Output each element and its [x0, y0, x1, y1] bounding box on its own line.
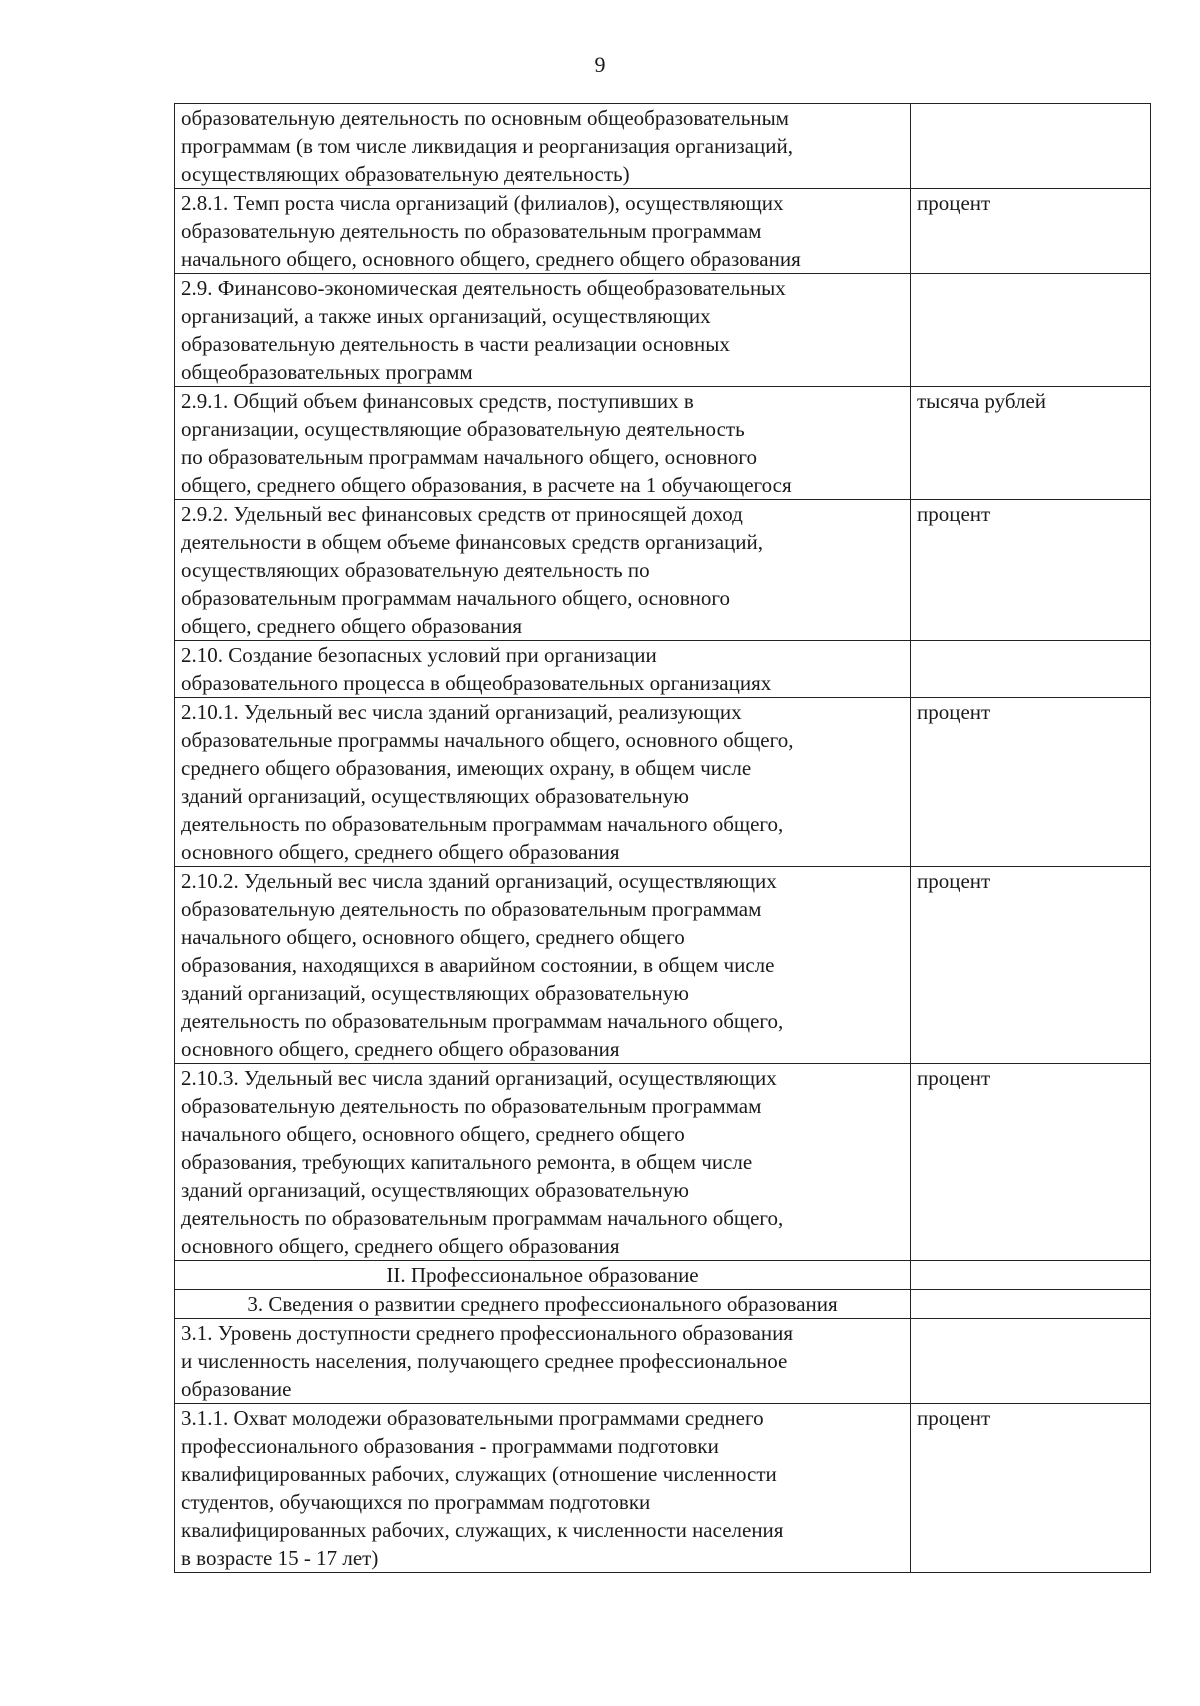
unit-label: процент [917, 502, 991, 526]
indicator-line: общеобразовательных программ [181, 360, 473, 384]
indicator-line: образовательную деятельность по образовательным программам [181, 219, 762, 243]
table-row [175, 500, 1151, 641]
table-row [175, 867, 1151, 1064]
indicator-cell [175, 387, 911, 500]
indicator-line: начального общего, основного общего, среднего общего образования [181, 247, 801, 271]
unit-cell [911, 698, 1151, 867]
indicator-cell [175, 1319, 911, 1404]
unit-cell [911, 867, 1151, 1064]
unit-label: процент [917, 1066, 991, 1090]
indicator-line: 2.9. Финансово-экономическая деятельность общеобразовательных [181, 276, 786, 300]
indicator-line: зданий организаций, осуществляющих образовательную [181, 784, 689, 808]
indicator-cell [175, 698, 911, 867]
indicator-line: образования, требующих капитального ремонта, в общем числе [181, 1150, 753, 1174]
indicators-table [174, 103, 1151, 1573]
indicator-cell [175, 500, 911, 641]
indicator-line: образовательную деятельность в части реализации основных [181, 332, 730, 356]
indicator-line: 2.8.1. Темп роста числа организаций (филиалов), осуществляющих [181, 191, 784, 215]
indicator-line: образовательным программам начального общего, основного [181, 586, 731, 610]
table-row [175, 1290, 1151, 1319]
indicator-line: 2.9.1. Общий объем финансовых средств, поступивших в [181, 389, 694, 413]
table-row [175, 1404, 1151, 1573]
indicator-cell [175, 274, 911, 387]
indicator-cell [175, 641, 911, 698]
unit-cell [911, 641, 1151, 698]
table-row [175, 1319, 1151, 1404]
indicator-line: основного общего, среднего общего образования [181, 1037, 620, 1061]
indicator-line: общего, среднего общего образования, в расчете на 1 обучающегося [181, 473, 792, 497]
unit-cell [911, 274, 1151, 387]
table-row [175, 387, 1151, 500]
indicator-cell [175, 189, 911, 274]
indicator-line: деятельности в общем объеме финансовых средств организаций, [181, 530, 763, 554]
unit-cell [911, 1404, 1151, 1573]
indicator-line: осуществляющих образовательную деятельность) [181, 162, 630, 186]
table-row [175, 1064, 1151, 1261]
table-row [175, 1261, 1151, 1290]
indicator-cell [175, 104, 911, 189]
indicator-line: по образовательным программам начального общего, основного [181, 445, 758, 469]
indicator-cell [175, 1064, 911, 1261]
unit-cell [911, 387, 1151, 500]
indicator-cell [175, 1290, 911, 1319]
indicator-line: образовательного процесса в общеобразовательных организациях [181, 671, 772, 695]
indicator-line: общего, среднего общего образования [181, 614, 523, 638]
unit-cell [911, 500, 1151, 641]
unit-label: процент [917, 1406, 991, 1430]
indicator-line: 3.1.1. Охват молодежи образовательными программами среднего [181, 1406, 764, 1430]
unit-label: процент [917, 869, 991, 893]
indicator-line: зданий организаций, осуществляющих образовательную [181, 1178, 689, 1202]
indicator-line: начального общего, основного общего, среднего общего [181, 925, 685, 949]
indicator-line: 2.9.2. Удельный вес финансовых средств от приносящей доход [181, 502, 743, 526]
indicator-line: 3. Сведения о развитии среднего профессионального образования [247, 1292, 838, 1316]
table-body [175, 104, 1151, 1573]
unit-cell [911, 104, 1151, 189]
indicator-line: основного общего, среднего общего образования [181, 1234, 620, 1258]
indicator-line: основного общего, среднего общего образования [181, 840, 620, 864]
indicator-line: студентов, обучающихся по программам подготовки [181, 1490, 651, 1514]
unit-cell [911, 1319, 1151, 1404]
indicator-line: квалифицированных рабочих, служащих, к численности населения [181, 1518, 784, 1542]
indicator-line: 2.10. Создание безопасных условий при организации [181, 643, 657, 667]
table-row [175, 189, 1151, 274]
unit-cell [911, 1064, 1151, 1261]
indicator-cell [175, 867, 911, 1064]
indicator-line: зданий организаций, осуществляющих образовательную [181, 981, 689, 1005]
indicator-line: профессионального образования - программами подготовки [181, 1434, 719, 1458]
table-row [175, 274, 1151, 387]
indicator-line: образовательные программы начального общего, основного общего, [181, 728, 794, 752]
indicator-line: образовательную деятельность по образовательным программам [181, 897, 762, 921]
indicator-line: образование [181, 1377, 292, 1401]
indicator-line: организации, осуществляющие образовательную деятельность [181, 417, 745, 441]
unit-label: процент [917, 700, 991, 724]
table-row [175, 698, 1151, 867]
indicator-line: II. Профессиональное образование [386, 1263, 699, 1287]
unit-cell [911, 1290, 1151, 1319]
indicator-line: и численность населения, получающего среднее профессиональное [181, 1349, 788, 1373]
indicator-line: деятельность по образовательным программам начального общего, [181, 1206, 784, 1230]
page-number: 9 [594, 52, 606, 77]
table-row [175, 641, 1151, 698]
unit-label: тысяча рублей [917, 389, 1047, 413]
unit-label: процент [917, 191, 991, 215]
indicator-line: 2.10.1. Удельный вес числа зданий организаций, реализующих [181, 700, 742, 724]
indicator-line: образовательную деятельность по образовательным программам [181, 1094, 762, 1118]
indicator-cell [175, 1261, 911, 1290]
table-row [175, 104, 1151, 189]
indicator-line: деятельность по образовательным программам начального общего, [181, 1009, 784, 1033]
indicator-line: деятельность по образовательным программам начального общего, [181, 812, 784, 836]
indicator-line: квалифицированных рабочих, служащих (отношение численности [181, 1462, 777, 1486]
unit-cell [911, 1261, 1151, 1290]
indicator-line: 2.10.3. Удельный вес числа зданий организаций, осуществляющих [181, 1066, 777, 1090]
indicator-cell [175, 1404, 911, 1573]
indicator-line: 2.10.2. Удельный вес числа зданий организаций, осуществляющих [181, 869, 777, 893]
indicator-line: 3.1. Уровень доступности среднего профессионального образования [181, 1321, 794, 1345]
indicator-line: организаций, а также иных организаций, осуществляющих [181, 304, 711, 328]
unit-cell [911, 189, 1151, 274]
indicator-line: образования, находящихся в аварийном состоянии, в общем числе [181, 953, 775, 977]
indicator-line: начального общего, основного общего, среднего общего [181, 1122, 685, 1146]
indicator-line: программам (в том числе ликвидация и реорганизация организаций, [181, 134, 794, 158]
indicator-line: в возрасте 15 - 17 лет) [181, 1546, 379, 1570]
indicator-line: образовательную деятельность по основным общеобразовательным [181, 106, 789, 130]
indicator-line: осуществляющих образовательную деятельность по [181, 558, 650, 582]
indicator-line: среднего общего образования, имеющих охрану, в общем числе [181, 756, 752, 780]
